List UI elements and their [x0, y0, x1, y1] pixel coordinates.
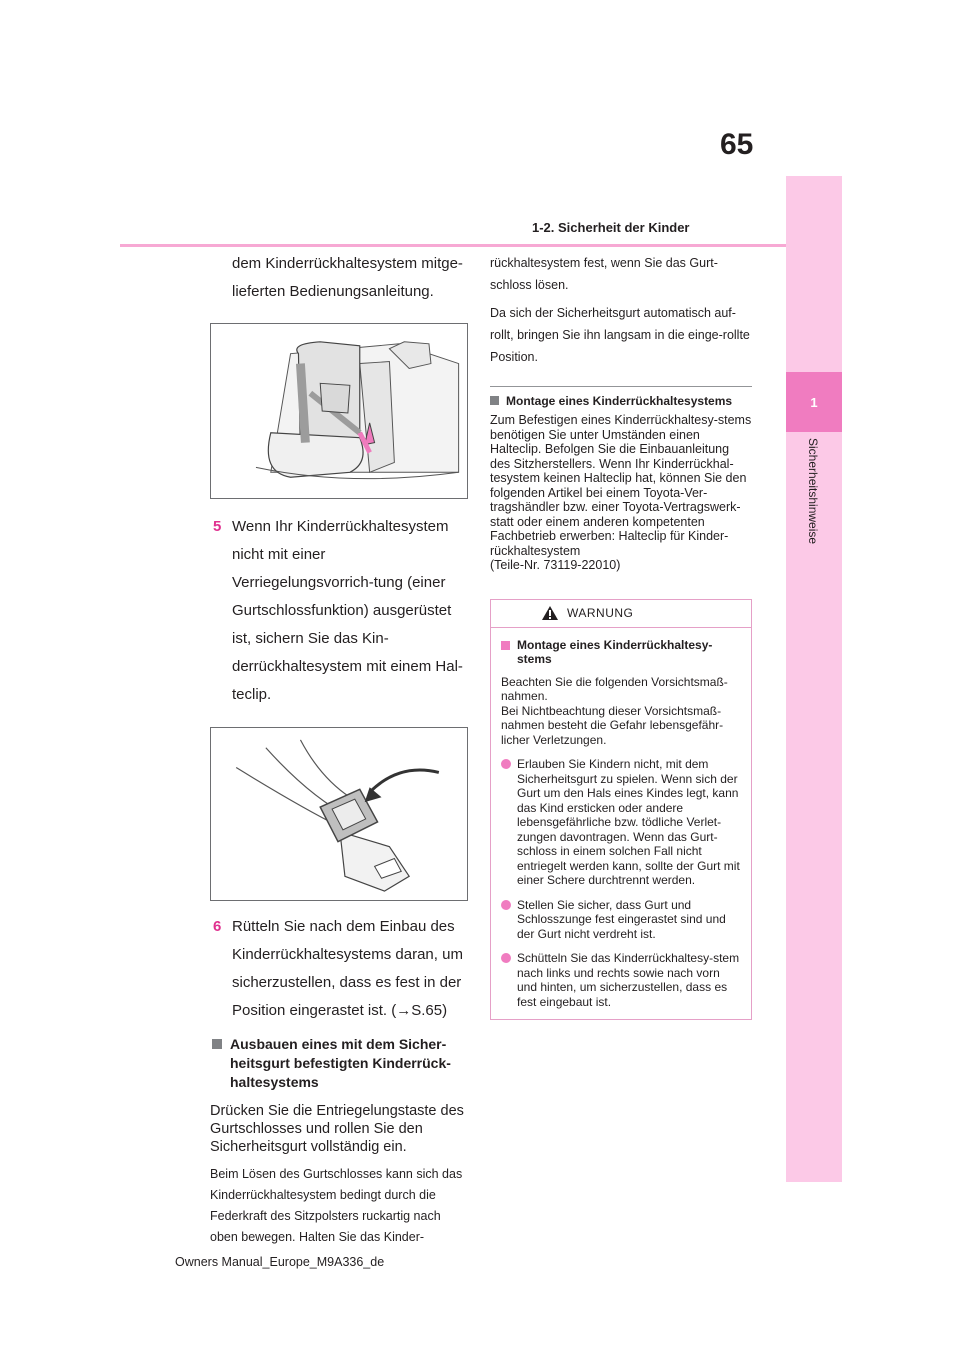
removal-subhead-text: Ausbauen eines mit dem Sicher-heitsgurt befestigten Kinderrück-haltesystems [230, 1036, 451, 1090]
installation-subhead-text: Montage eines Kinderrückhaltesystems [506, 394, 733, 408]
removal-body: Drücken Sie die Entriegelungstaste des Gurtschlosses und rollen Sie den Sicherheitsgurt vollständig ein. [210, 1103, 464, 1155]
chapter-label: Sicherheitshinweise [806, 438, 820, 545]
left-column [210, 250, 470, 1248]
square-bullet-icon [212, 1039, 222, 1049]
child-seat-illustration [210, 323, 468, 499]
square-bullet-icon [501, 641, 510, 650]
warning-bullet-text: Schütteln Sie das Kinderrückhaltesy-stem nach links und rechts sowie nach vorn und hinten, um sicherzustellen, dass es fest eingebaut ist. [517, 951, 740, 1009]
warning-bullet-text: Erlauben Sie Kindern nicht, mit dem Sicherheitsgurt zu spielen. Wenn sich der Gurt um den Hals eines Kindes legt, kann das Kind ersticken oder andere lebensgefährliche bzw. tödliche Verlet-zungen davontragen. Wenn das Gurt-schloss in einem solchen Fall nicht entriegelt werden kann, sollte der Gurt mit einer Schere durchtrennt werden. [517, 757, 740, 887]
page-number: 65 [720, 128, 754, 161]
warning-intro: Beachten Sie die folgenden Vorsichtsmaß-nahmen. Bei Nichtbeachtung dieser Vorsichtsmaß-nahmen besteht die Gefahr lebensgefähr-licher Verletzungen. [501, 674, 728, 747]
warning-bullet-text: Stellen Sie sicher, dass Gurt und Schlosszunge fest eingerastet sind und der Gurt nicht verdreht ist. [517, 897, 726, 941]
step-5-text: Wenn Ihr Kinderrückhaltesystem nicht mit einer Verriegelungsvorrich-tung (einer Gurtschlossfunktion) ausgerüstet ist, sichern Sie das Kin-derrückhaltesystem mit einem Hal-teclip. [232, 518, 463, 703]
footer-text: Owners Manual_Europe_M9A336_de [175, 1255, 385, 1269]
round-bullet-icon [501, 953, 511, 963]
step-5 [210, 513, 470, 709]
child-seat-drawing [211, 324, 467, 498]
warning-bullet [501, 898, 741, 942]
section-divider [490, 386, 752, 387]
square-bullet-icon [490, 396, 499, 405]
step-6 [210, 913, 470, 1025]
installation-body: Zum Befestigen eines Kinderrückhaltesy-stems benötigen Sie unter Umständen einen Halteclip. Befolgen Sie die Einbauanleitung des Sitzherstellers. Wenn Ihr Kinderrückhal-tesystem keinen Halteclip hat, können Sie den folgenden Artikel bei einem Toyota-Ver-tragshändler bzw. einer Toyota-Vertragswerk-statt oder einem anderen kompetenten Fachbetrieb erwerben: Halteclip für Kinder-rückhaltesystem (Teile-Nr. 73119-22010) [490, 413, 752, 572]
removal-note: Beim Lösen des Gurtschlosses kann sich das Kinderrückhaltesystem bedingt durch die Federkraft des Sitzpolsters ruckartig nach oben bewegen. Halten Sie das Kinder- [210, 1167, 463, 1244]
warning-subhead-text: Montage eines Kinderrückhaltesy-stems [517, 637, 713, 666]
chapter-number: 1 [786, 372, 842, 432]
locking-clip-drawing [211, 728, 467, 900]
installation-subhead [490, 393, 752, 409]
warning-box [490, 599, 752, 1021]
right-column [490, 252, 752, 1020]
section-title: 1-2. Sicherheit der Kinder [532, 220, 690, 235]
warning-triangle-icon [541, 605, 559, 621]
chapter-side-tab[interactable] [786, 176, 842, 1182]
step-6-number: 6 [213, 918, 222, 935]
step-5-number: 5 [213, 518, 222, 535]
intro-text: dem Kinderrückhaltesystem mitge- lieferten Bedienungsanleitung. [232, 255, 463, 300]
removal-subhead [210, 1035, 470, 1092]
retract-text: Da sich der Sicherheitsgurt automatisch auf-rollt, bringen Sie ihn langsam in die einge-rollte Position. [490, 306, 750, 364]
warning-bullet [501, 951, 741, 1009]
continued-text: rückhaltesystem fest, wenn Sie das Gurt-schloss lösen. [490, 256, 718, 292]
step-6-text: Rütteln Sie nach dem Einbau des Kinderrückhaltesystems daran, um sicherzustellen, dass es fest in der Position eingerastet ist. (→S.65) [232, 918, 463, 1019]
warning-bullet [501, 757, 741, 888]
header-rule [120, 244, 786, 247]
warning-subhead [501, 638, 741, 667]
warning-header [491, 600, 751, 628]
round-bullet-icon [501, 900, 511, 910]
round-bullet-icon [501, 759, 511, 769]
locking-clip-illustration [210, 727, 468, 901]
warning-title: WARNUNG [567, 605, 634, 620]
